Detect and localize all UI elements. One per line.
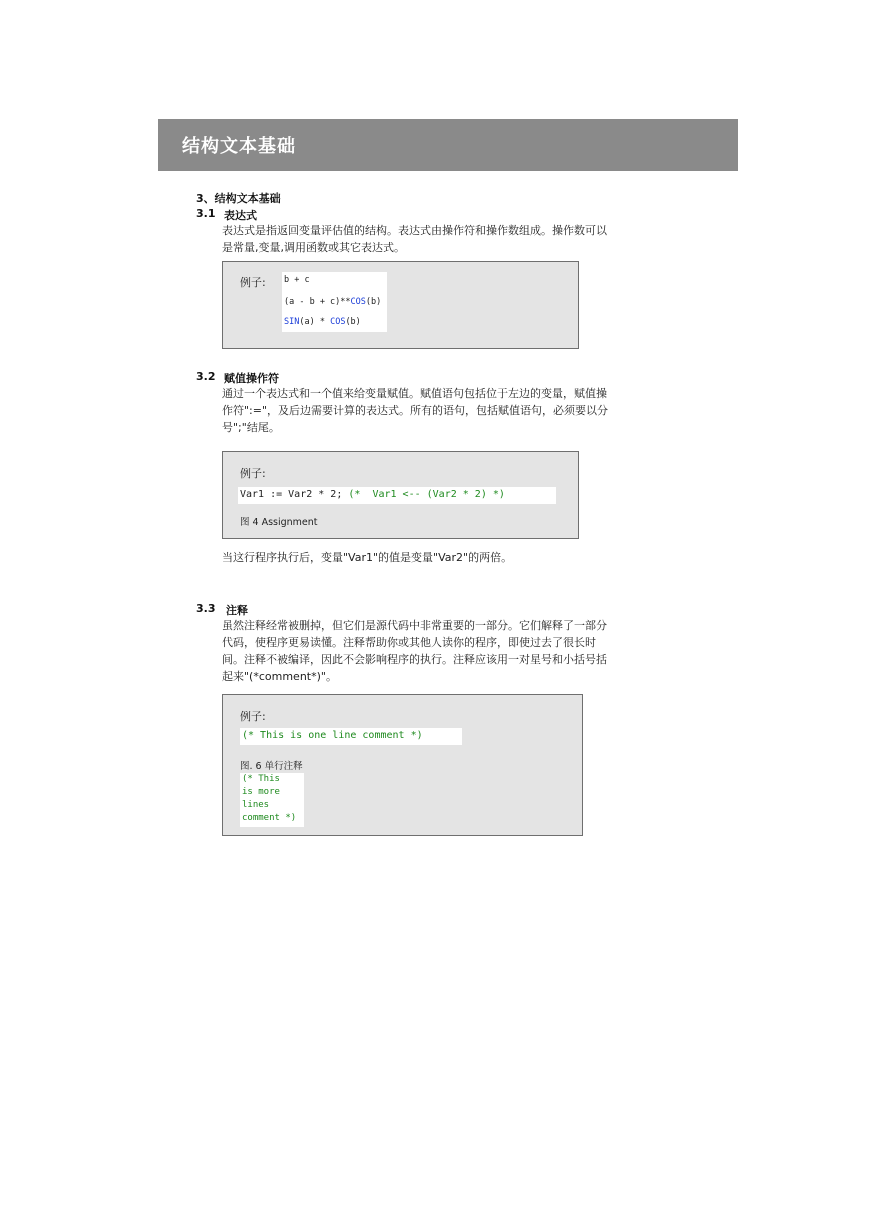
s32-example-box — [222, 451, 579, 539]
code-line-1 — [284, 275, 310, 285]
s33-para-line: 间。注释不被编译，因此不会影响程序的执行。注释应该用一对星号和小括号括 — [222, 653, 607, 666]
multi-comment-line: (* This — [242, 774, 280, 784]
s31-para-line: 是常量,变量,调用函数或其它表达式。 — [222, 241, 405, 254]
s33-para-line: 代码，使程序更易读懂。注释帮助你或其他人读你的程序，即使过去了很长时 — [222, 636, 596, 649]
s33-para-line: 起来"(*comment*)"。 — [222, 670, 337, 683]
multi-comment-line: is more — [242, 787, 280, 797]
s32-example-label: 例子: — [240, 467, 266, 480]
code-comment: (* Var1 <-- (Var2 * 2) *) — [348, 489, 505, 500]
s31-para-line: 表达式是指返回变量评估值的结构。表达式由操作符和操作数组成。操作数可以 — [222, 224, 607, 237]
code-text: (b) — [345, 317, 361, 327]
code-keyword: SIN — [284, 317, 300, 327]
code-text: b + c — [284, 275, 310, 285]
s33-example-box — [222, 694, 583, 836]
s32-paragraph — [222, 385, 662, 436]
s31-title: 表达式 — [224, 209, 257, 222]
single-line-comment: (* This is one line comment *) — [242, 730, 423, 741]
s33-number: 3.3 — [196, 602, 216, 615]
code-statement: Var1 := Var2 * 2; — [240, 489, 349, 500]
s32-title: 赋值操作符 — [224, 372, 279, 385]
s32-after-text: 当这行程序执行后，变量"Var1"的值是变量"Var2"的两倍。 — [222, 551, 513, 564]
s31-example-label: 例子: — [240, 276, 266, 289]
s31-paragraph — [222, 222, 662, 256]
s31-number: 3.1 — [196, 207, 216, 220]
s32-number: 3.2 — [196, 370, 216, 383]
banner-title: 结构文本基础 — [182, 136, 296, 157]
s33-paragraph — [222, 617, 662, 685]
section-heading: 3、结构文本基础 — [196, 192, 281, 205]
s33-example-label: 例子: — [240, 710, 266, 723]
single-comment-panel — [240, 728, 462, 745]
multi-comment-line: comment *) — [242, 813, 297, 823]
code-text: (b) — [365, 297, 382, 307]
s33-caption: 图. 6 单行注释 — [240, 761, 303, 772]
multi-comment-line: lines — [242, 800, 270, 810]
code-text: (a - b + c)** — [284, 297, 351, 307]
code-keyword: COS — [350, 297, 366, 307]
code-text: (a) * — [299, 317, 331, 327]
s33-para-line: 虽然注释经常被删掉，但它们是源代码中非常重要的一部分。它们解释了一部分 — [222, 619, 607, 632]
assignment-line — [240, 489, 505, 500]
s32-para-line: 作符":="，及后边需要计算的表达式。所有的语句，包括赋值语句，必须要以分 — [222, 404, 609, 417]
code-keyword: COS — [330, 317, 346, 327]
s32-code-panel — [238, 487, 556, 504]
s31-example-box — [222, 261, 579, 349]
s32-para-line: 号";"结尾。 — [222, 421, 280, 434]
code-line-3 — [284, 317, 361, 327]
multi-comment-panel — [240, 773, 304, 827]
s32-caption: 图 4 Assignment — [240, 517, 318, 528]
s32-para-line: 通过一个表达式和一个值来给变量赋值。赋值语句包括位于左边的变量，赋值操 — [222, 387, 607, 400]
chapter-banner — [158, 119, 738, 171]
code-line-2 — [284, 297, 381, 307]
s33-title: 注释 — [226, 604, 248, 617]
s31-code-panel — [282, 272, 387, 332]
